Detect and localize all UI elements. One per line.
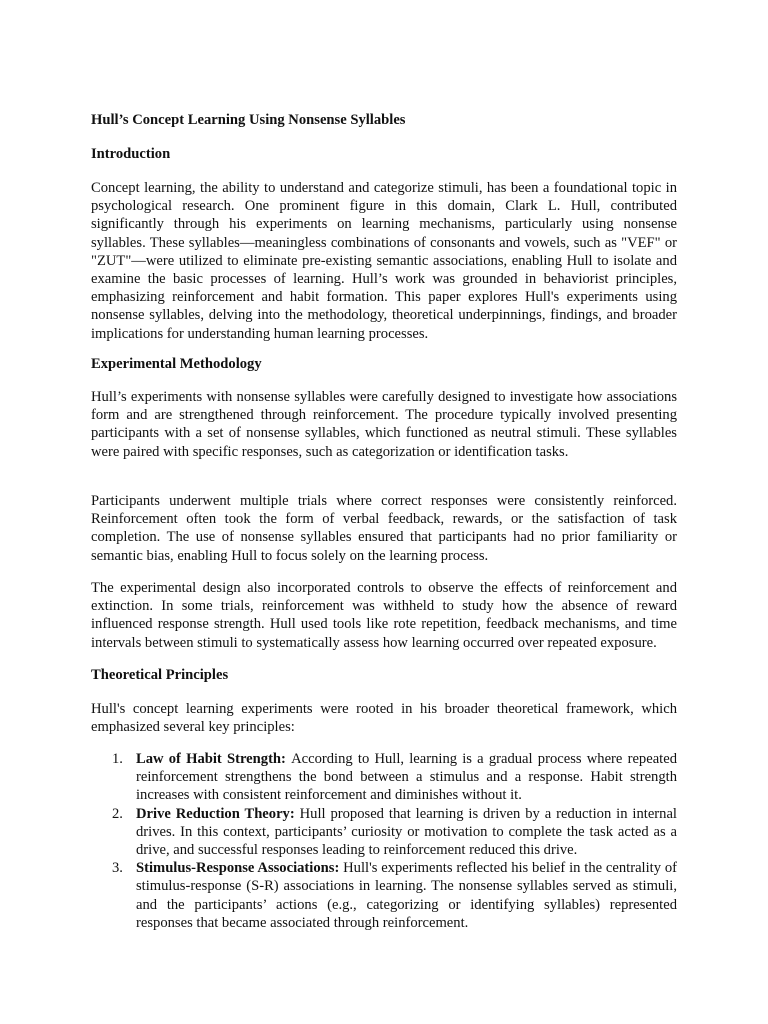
- section-heading-principles: Theoretical Principles: [91, 667, 229, 683]
- methodology-paragraph-3: The experimental design also incorporated controls to observe the effects of reinforcement and extinction. In some trials, reinforcement was withheld to study how the absence of reward influenced response strength. Hull used tools like rote repetition, feedback mechanisms, and time intervals between stimuli to systematically assess how learning occurred over repeated exposure.: [91, 580, 677, 651]
- list-item-text: Hull proposed that learning is driven by a reduction in internal drives. In this context, participants’ curiosity or motivation to complete the task acted as a drive, and successful responses leading to reinforcement reduced this drive.: [136, 805, 677, 859]
- principles-list: [91, 750, 677, 932]
- list-item-term: Drive Reduction Theory:: [136, 805, 300, 822]
- list-item: [91, 750, 677, 805]
- list-item-term: Stimulus-Response Associations:: [136, 860, 344, 877]
- list-item: [91, 859, 677, 932]
- list-item-text: According to Hull, learning is a gradual process where repeated reinforcement strengthens the bond between a stimulus and a response. Habit strength increases with consistent reinforcement and diminishes without it.: [136, 751, 678, 804]
- section-heading-introduction: Introduction: [91, 146, 171, 162]
- methodology-paragraph-1: Hull’s experiments with nonsense syllables were carefully designed to investigate how associations form and are strengthened through reinforcement. The procedure typically involved presenting participants with a set of nonsense syllables, which functioned as neutral stimuli. These syllables were paired with specific responses, such as categorization or identification tasks.: [91, 389, 677, 460]
- list-item-term: Law of Habit Strength:: [136, 751, 292, 767]
- list-item-number: 2.: [112, 805, 123, 822]
- methodology-paragraph-2: Participants underwent multiple trials where correct responses were consistently reinforced. Reinforcement often took the form of verbal feedback, rewards, or the satisfaction of task completion. The use of nonsense syllables ensured that participants had no prior familiarity or semantic bias, enabling Hull to focus solely on the learning process.: [91, 493, 677, 564]
- section-heading-methodology: Experimental Methodology: [91, 356, 262, 372]
- principles-intro-paragraph: Hull's concept learning experiments were rooted in his broader theoretical framework, which emphasized several key principles:: [91, 701, 677, 736]
- list-item-number: 3.: [112, 860, 123, 877]
- document-title: Hull’s Concept Learning Using Nonsense Syllables: [91, 112, 406, 128]
- introduction-paragraph: Concept learning, the ability to understand and categorize stimuli, has been a foundational topic in psychological research. One prominent figure in this domain, Clark L. Hull, contributed significantly through his experiments on learning mechanisms, particularly using nonsense syllables. These syllables—meaningless combinations of consonants and vowels, such as "VEF" or "ZUT"—were utilized to eliminate pre-existing semantic associations, enabling Hull to isolate and examine the basic processes of learning. Hull’s work was grounded in behaviorist principles, emphasizing reinforcement and habit formation. This paper explores Hull's experiments using nonsense syllables, delving into the methodology, theoretical underpinnings, findings, and broader implications for understanding human learning processes.: [91, 180, 677, 342]
- list-item: [91, 805, 677, 860]
- list-item-number: 1.: [112, 751, 123, 767]
- list-item-text: Hull's experiments reflected his belief in the centrality of stimulus-response (S-R) associations in learning. The nonsense syllables served as stimuli, and the participants’ actions (e.g., categorizing or identifying syllables) represented responses that became associated through reinforcement.: [136, 860, 677, 931]
